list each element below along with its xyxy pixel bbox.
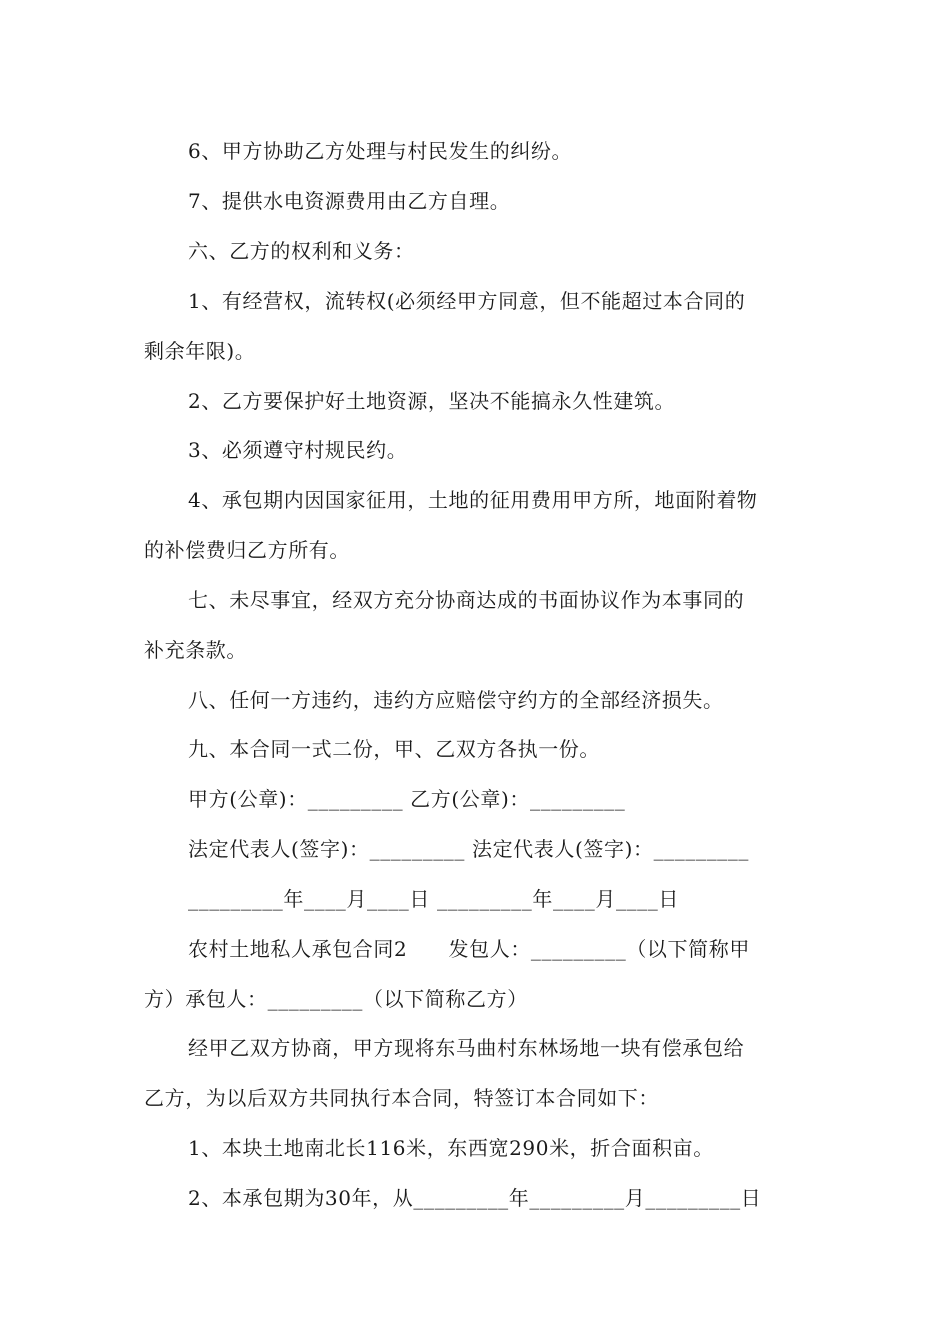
- text-line: 2、本承包期为30年，从_________年_________月_________日: [188, 1186, 762, 1210]
- text-line: 乙方，为以后双方共同执行本合同，特签订本合同如下：: [144, 1086, 659, 1110]
- text-line: 农村土地私人承包合同2 发包人：_________（以下简称甲: [188, 937, 750, 961]
- text-line: 4、承包期内因国家征用，土地的征用费用甲方所，地面附着物: [188, 488, 758, 512]
- text-line: 3、必须遵守村规民约。: [188, 438, 408, 462]
- text-line: 方）承包人：_________（以下简称乙方）: [144, 987, 528, 1011]
- text-line: 7、提供水电资源费用由乙方自理。: [188, 189, 511, 213]
- section-heading: 七、未尽事宜，经双方充分协商达成的书面协议作为本事同的: [188, 588, 745, 612]
- section-heading: 九、本合同一式二份，甲、乙双方各执一份。: [188, 737, 600, 761]
- date-line: _________年____月____日 _________年____月____日: [188, 887, 679, 911]
- text-line: 剩余年限)。: [144, 339, 256, 363]
- text-line: 6、甲方协助乙方处理与村民发生的纠纷。: [188, 139, 573, 163]
- text-line: 的补偿费归乙方所有。: [144, 538, 350, 562]
- signature-line: 甲方(公章)：_________ 乙方(公章)：_________: [188, 787, 626, 811]
- text-line: 补充条款。: [144, 638, 247, 662]
- text-line: 1、本块土地南北长116米，东西宽290米，折合面积亩。: [188, 1136, 714, 1160]
- text-line: 1、有经营权，流转权(必须经甲方同意，但不能超过本合同的: [188, 289, 746, 313]
- section-heading: 八、任何一方违约，违约方应赔偿守约方的全部经济损失。: [188, 688, 724, 712]
- signature-line: 法定代表人(签字)：_________ 法定代表人(签字)：_________: [188, 837, 749, 861]
- section-heading: 六、乙方的权利和义务：: [188, 239, 415, 263]
- text-line: 经甲乙双方协商，甲方现将东马曲村东林场地一块有偿承包给: [188, 1036, 745, 1060]
- text-line: 2、乙方要保护好土地资源，坚决不能搞永久性建筑。: [188, 389, 676, 413]
